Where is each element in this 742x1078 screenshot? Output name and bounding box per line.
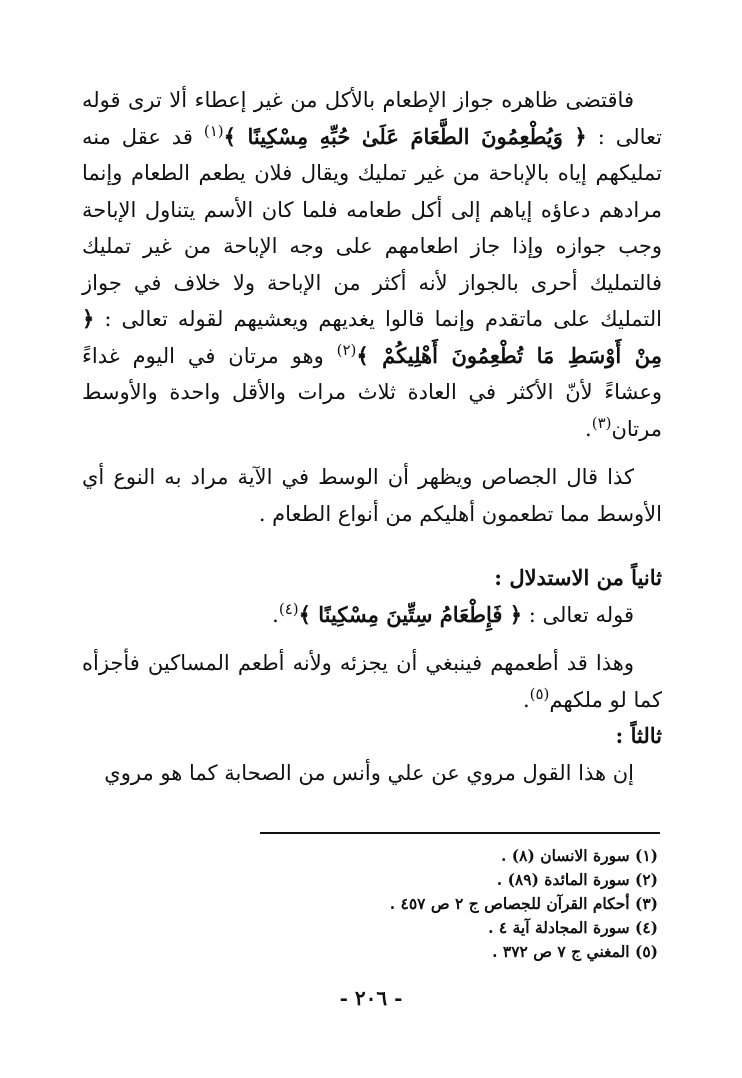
paragraph-2: كذا قال الجصاص ويظهر أن الوسط في الآية مراد به النوع أي الأوسط مما تطعمون أهليكم من أنواع الطعام . (82, 465, 662, 526)
footnote-item: (٤) سورة المجادلة آية ٤ . (488, 918, 658, 937)
section-heading-third: ثالثاً : (615, 723, 662, 748)
paragraph-4-text: وهذا قد أطعمهم فينبغي أن يجزئه ولأنه أطعم المساكين فأجزأه كما لو ملكهم (82, 651, 662, 712)
spacer (82, 633, 662, 645)
quran-verse-3: ﴿ فَإِطْعَامُ سِتِّينَ مِسْكِينًا ﴾ (298, 601, 523, 627)
paragraph-1-end: . (585, 416, 592, 441)
footnote-item: (٥) المغني ج ٧ ص ٣٧٢ . (492, 942, 658, 961)
footnote-ref-3: (٣) (591, 413, 612, 432)
paragraph-1-text-b: قد عقل منه تمليكهم إياه بالإباحة من غير تمليك ويقال فلان يطعم الطعام وإنما مرادهم دعاؤه إياهم إلى أكل طعامه فلما كان الأسم يتناول الإباحة وجب جوازه وإذا جاز اطعامهم على وجه الإباحة من غير تمليك فالتمليك أحرى بالجواز لأنه أكثر من الإباحة ولا خلاف في جواز التمليك على ماتقدم وإنما قالوا يغديهم ويعشيهم لقوله تعالى : (82, 124, 662, 331)
footnote-item: (٢) سورة المائدة (٨٩) . (496, 870, 658, 889)
paragraph-4-end: . (522, 687, 530, 712)
paragraph-3-intro: قوله تعالى : (522, 602, 634, 627)
paragraph-3 (82, 597, 662, 634)
footnote-item: (٣) أحكام القرآن للجصاص ج ٢ ص ٤٥٧ . (389, 894, 658, 913)
footnote-item: (١) سورة الانسان (٨) . (501, 846, 658, 865)
paragraph-1-text-c: وهو مرتان في اليوم غداءً وعشاءً لأنّ الأكثر في العادة ثلاث مرات والأقل واحدة والأوسط مرتان (82, 343, 662, 441)
spacer (82, 532, 662, 560)
footnote-ref-1: (١) (203, 121, 224, 140)
footnotes (238, 844, 658, 964)
footnote-ref-5: (٥) (529, 684, 550, 703)
spacer (82, 447, 662, 459)
quran-verse-1: ﴿ وَيُطْعِمُونَ الطَّعَامَ عَلَىٰ حُبِّهِ مِسْكِينًا ﴾ (223, 123, 587, 149)
page-number: - ٢٠٦ - (339, 986, 403, 1010)
paragraph-3-end: . (272, 602, 279, 627)
paragraph-5: إن هذا القول مروي عن علي وأنس من الصحابة كما هو مروي (104, 760, 634, 785)
section-heading-second: ثانياً من الاستدلال : (494, 565, 662, 590)
paragraph-4 (82, 645, 662, 718)
footnote-ref-4: (٤) (278, 599, 299, 618)
main-text (82, 82, 662, 791)
paragraph-1-text-a: فاقتضى ظاهره جواز الإطعام بالأكل من غير إعطاء ألا ترى قوله تعالى : (82, 88, 663, 149)
quran-verse-2: ﴿ مِنْ أَوْسَطِ مَا تُطْعِمُونَ أَهْلِيكُمْ ﴾ (82, 306, 662, 368)
footnote-ref-2: (٢) (336, 340, 357, 359)
footnote-divider (260, 832, 660, 834)
paragraph-1 (82, 82, 662, 447)
